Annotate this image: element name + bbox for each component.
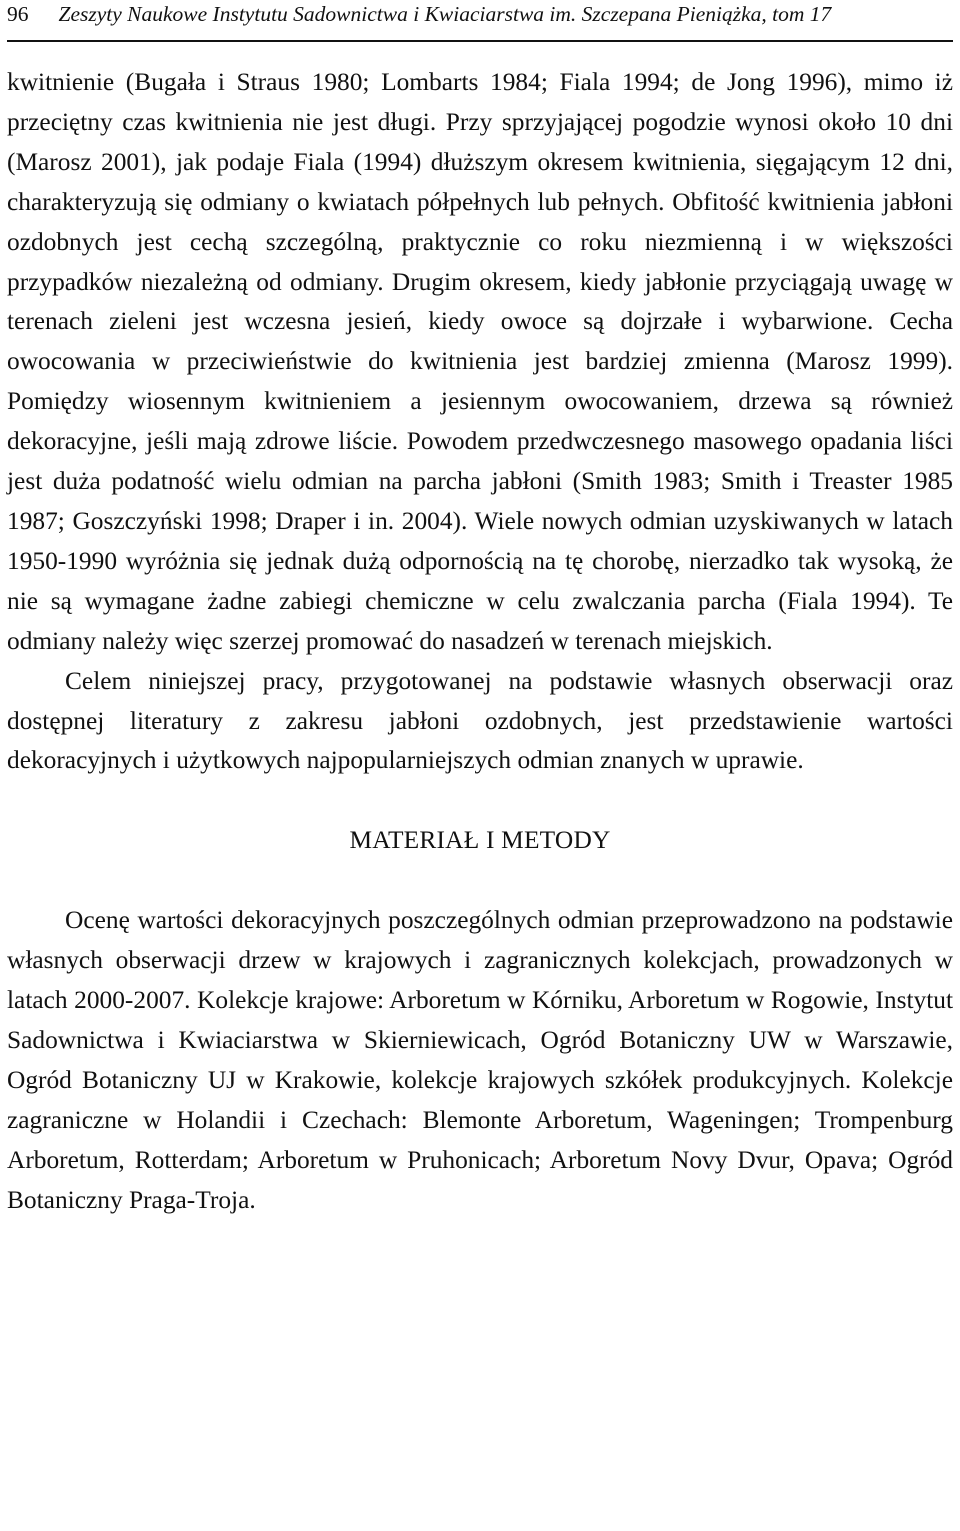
body-text <box>7 63 953 1220</box>
section-heading: MATERIAŁ I METODY <box>349 826 611 855</box>
page-number: 96 <box>7 2 29 26</box>
paragraph-methods: Ocenę wartości dekoracyjnych poszczególnych odmian przeprowadzono na podstawie własnych obserwacji drzew w krajowych i zagranicznych kolekcjach, prowadzonych w latach 2000-2007. Kolekcje krajowe: Arboretum w Kórniku, Arboretum w Rogowie, Instytut Sadownictwa i Kwiaciarstwa w Skierniewicach, Ogród Botaniczny UW w Warszawie, Ogród Botaniczny UJ w Krakowie, kolekcje krajowych szkółek produkcyjnych. Kolekcje zagraniczne w Holandii i Czechach: Blemonte Arboretum, Wageningen; Trompenburg Arboretum, Rotterdam; Arboretum w Pruhonicach; Arboretum Novy Dvur, Opava; Ogród Botaniczny Praga-Troja. <box>7 906 953 1214</box>
paragraph-continued: kwitnienie (Bugała i Straus 1980; Lombarts 1984; Fiala 1994; de Jong 1996), mimo iż przeciętny czas kwitnienia nie jest długi. Przy sprzyjającej pogodzie wynosi około 10 dni (Marosz 2001), jak podaje Fiala (1994) dłuższym okresem kwitnienia, sięgającym 12 dni, charakteryzują się odmiany o kwiatach półpełnych lub pełnych. Obfitość kwitnienia jabłoni ozdobnych jest cechą szczególną, praktycznie co roku niezmienną i w większości przypadków niezależną od odmiany. Drugim okresem, kiedy jabłonie przyciągają uwagę w terenach zieleni jest wczesna jesień, kiedy owoce są dojrzałe i wybarwione. Cecha owocowania w przeciwieństwie do kwitnienia jest bardziej zmienna (Marosz 1999). Pomiędzy wiosennym kwitnieniem a jesiennym owocowaniem, drzewa są również dekoracyjne, jeśli mają zdrowe liście. Powodem przedwczesnego masowego opadania liści jest duża podatność wielu odmian na parcha jabłoni (Smith 1983; Smith i Treaster 1985 1987; Goszczyński 1998; Draper i in. 2004). Wiele nowych odmian uzyskiwanych w latach 1950-1990 wyróżnia się jednak dużą odpornością na tę chorobę, nierzadko tak wysoką, że nie są wymagane żadne zabiegi chemiczne w celu zwalczania parcha (Fiala 1994). Te odmiany należy więc szerzej promować do nasadzeń w terenach miejskich. <box>7 68 953 655</box>
paragraph-aim: Celem niniejszej pracy, przygotowanej na podstawie własnych obserwacji oraz dostępnej literatury z zakresu jabłoni ozdobnych, jest przedstawienie wartości dekoracyjnych i użytkowych najpopularniejszych odmian znanych w uprawie. <box>7 666 953 775</box>
journal-title: Zeszyty Naukowe Instytutu Sadownictwa i Kwiaciarstwa im. Szczepana Pieniążka, tom 17 <box>58 2 832 26</box>
running-header <box>7 0 953 40</box>
header-rule <box>7 40 953 42</box>
